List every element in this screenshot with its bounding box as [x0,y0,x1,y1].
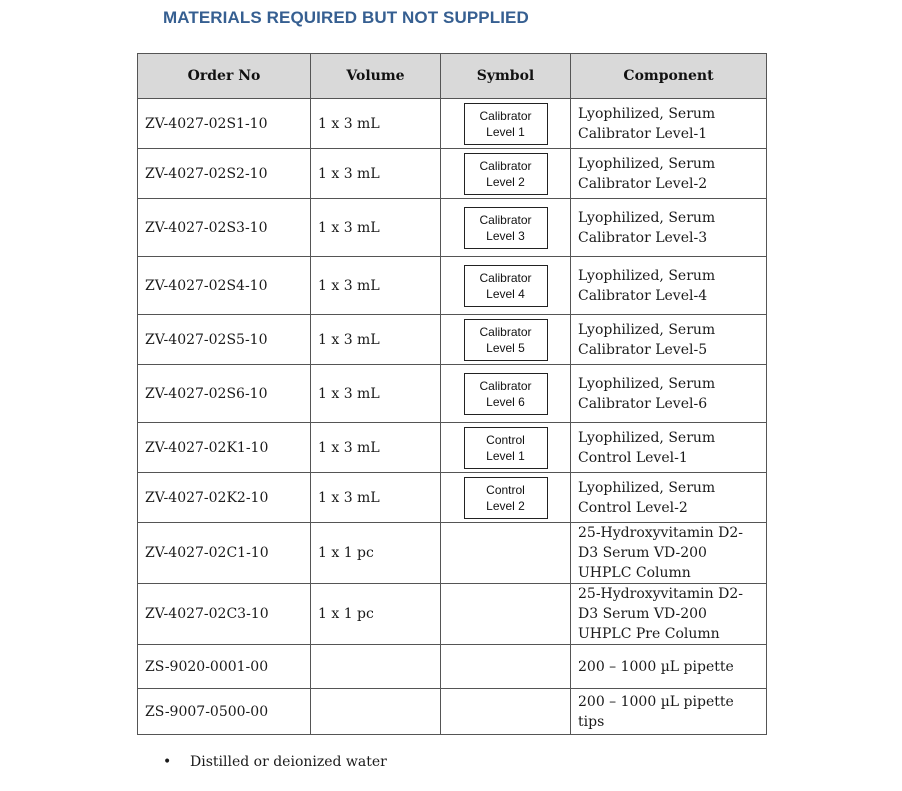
symbol-cell [441,315,571,365]
order-number-cell: ZV-4027-02S5-10 [138,315,311,365]
component-cell [571,473,767,523]
order-number-cell: ZV-4027-02C1-10 [138,523,311,584]
symbol-label-box [464,265,548,307]
component-cell [571,199,767,257]
table-row [138,315,767,365]
order-number-cell: ZV-4027-02S4-10 [138,257,311,315]
table-row [138,99,767,149]
component-line: 200 – 1000 µL pipette [578,658,734,675]
table-row [138,689,767,735]
symbol-cell [441,689,571,735]
component-line: Calibrator Level-6 [578,395,708,412]
component-line: Lyophilized, Serum [578,375,716,392]
volume-cell: 1 x 3 mL [311,199,441,257]
component-cell [571,689,767,735]
order-number-cell: ZV-4027-02S3-10 [138,199,311,257]
symbol-label-line: Level 1 [486,124,525,139]
table-header-row [138,54,767,99]
order-number-cell: ZV-4027-02S6-10 [138,365,311,423]
order-number-cell: ZS-9007-0500-00 [138,689,311,735]
component-line: Lyophilized, Serum [578,429,716,446]
component-line: Lyophilized, Serum [578,479,716,496]
volume-cell: 1 x 3 mL [311,473,441,523]
materials-table [137,53,767,735]
symbol-label-line: Calibrator [479,270,532,285]
order-number-cell: ZV-4027-02S2-10 [138,149,311,199]
volume-cell: 1 x 3 mL [311,99,441,149]
bullet-list-item [163,754,387,770]
component-line: 25-Hydroxyvitamin D2- [578,586,743,602]
component-line: UHPLC Pre Column [578,626,720,642]
order-number-cell: ZV-4027-02S1-10 [138,99,311,149]
component-line: Calibrator Level-1 [578,125,708,142]
volume-cell: 1 x 1 pc [311,584,441,645]
component-line: Control Level-2 [578,499,688,516]
component-line: tips [578,713,605,730]
component-line: UHPLC Column [578,565,691,581]
volume-cell [311,645,441,689]
volume-cell [311,689,441,735]
component-line: Calibrator Level-5 [578,341,708,358]
symbol-cell [441,257,571,315]
symbol-label-line: Calibrator [479,108,532,123]
component-line: Lyophilized, Serum [578,155,716,172]
column-header-symbol: Symbol [441,54,571,99]
symbol-label-box [464,319,548,361]
component-cell [571,257,767,315]
order-number-cell: ZV-4027-02K1-10 [138,423,311,473]
component-line: Calibrator Level-3 [578,229,708,246]
component-line: Lyophilized, Serum [578,105,716,122]
component-line: Calibrator Level-4 [578,287,708,304]
component-line: Lyophilized, Serum [578,209,716,226]
column-header-volume: Volume [311,54,441,99]
symbol-cell [441,99,571,149]
table-row [138,423,767,473]
symbol-label-line: Control [486,482,525,497]
order-number-cell: ZV-4027-02K2-10 [138,473,311,523]
table-body [138,99,767,735]
symbol-label-line: Level 1 [486,448,525,463]
symbol-label-line: Level 3 [486,228,525,243]
order-number-cell: ZS-9020-0001-00 [138,645,311,689]
symbol-label-line: Level 2 [486,498,525,513]
symbol-label-line: Calibrator [479,324,532,339]
component-line: 25-Hydroxyvitamin D2- [578,525,743,541]
symbol-label-line: Calibrator [479,212,532,227]
component-line: Lyophilized, Serum [578,267,716,284]
volume-cell: 1 x 3 mL [311,315,441,365]
table-row [138,257,767,315]
component-cell [571,584,767,645]
bullet-text: Distilled or deionized water [190,754,387,770]
table-row [138,473,767,523]
component-line: D3 Serum VD-200 [578,606,707,622]
table-row [138,365,767,423]
symbol-label-box [464,477,548,519]
volume-cell: 1 x 3 mL [311,257,441,315]
symbol-label-box [464,153,548,195]
table-row [138,199,767,257]
volume-cell: 1 x 3 mL [311,423,441,473]
symbol-cell [441,365,571,423]
symbol-cell [441,645,571,689]
symbol-label-box [464,373,548,415]
symbol-cell [441,199,571,257]
component-line: Control Level-1 [578,449,688,466]
component-cell [571,149,767,199]
symbol-cell [441,584,571,645]
column-header-component: Component [571,54,767,99]
symbol-label-line: Control [486,432,525,447]
component-cell [571,423,767,473]
bullet-icon: • [163,754,172,770]
volume-cell: 1 x 3 mL [311,149,441,199]
section-heading: MATERIALS REQUIRED BUT NOT SUPPLIED [163,8,529,27]
volume-cell: 1 x 3 mL [311,365,441,423]
table-row [138,584,767,645]
table-row [138,645,767,689]
component-cell [571,365,767,423]
symbol-cell [441,473,571,523]
symbol-cell [441,149,571,199]
table-row [138,523,767,584]
symbol-label-box [464,103,548,145]
symbol-label-line: Calibrator [479,378,532,393]
component-cell [571,99,767,149]
symbol-label-line: Level 2 [486,174,525,189]
symbol-label-line: Level 6 [486,394,525,409]
symbol-label-box [464,207,548,249]
symbol-label-box [464,427,548,469]
volume-cell: 1 x 1 pc [311,523,441,584]
symbol-label-line: Level 5 [486,340,525,355]
symbol-cell [441,423,571,473]
column-header-order-no: Order No [138,54,311,99]
symbol-cell [441,523,571,584]
symbol-label-line: Calibrator [479,158,532,173]
component-cell [571,523,767,584]
component-line: 200 – 1000 µL pipette [578,693,734,710]
component-line: Calibrator Level-2 [578,175,708,192]
component-line: Lyophilized, Serum [578,321,716,338]
symbol-label-line: Level 4 [486,286,525,301]
order-number-cell: ZV-4027-02C3-10 [138,584,311,645]
table-row [138,149,767,199]
component-line: D3 Serum VD-200 [578,545,707,561]
component-cell [571,315,767,365]
component-cell [571,645,767,689]
